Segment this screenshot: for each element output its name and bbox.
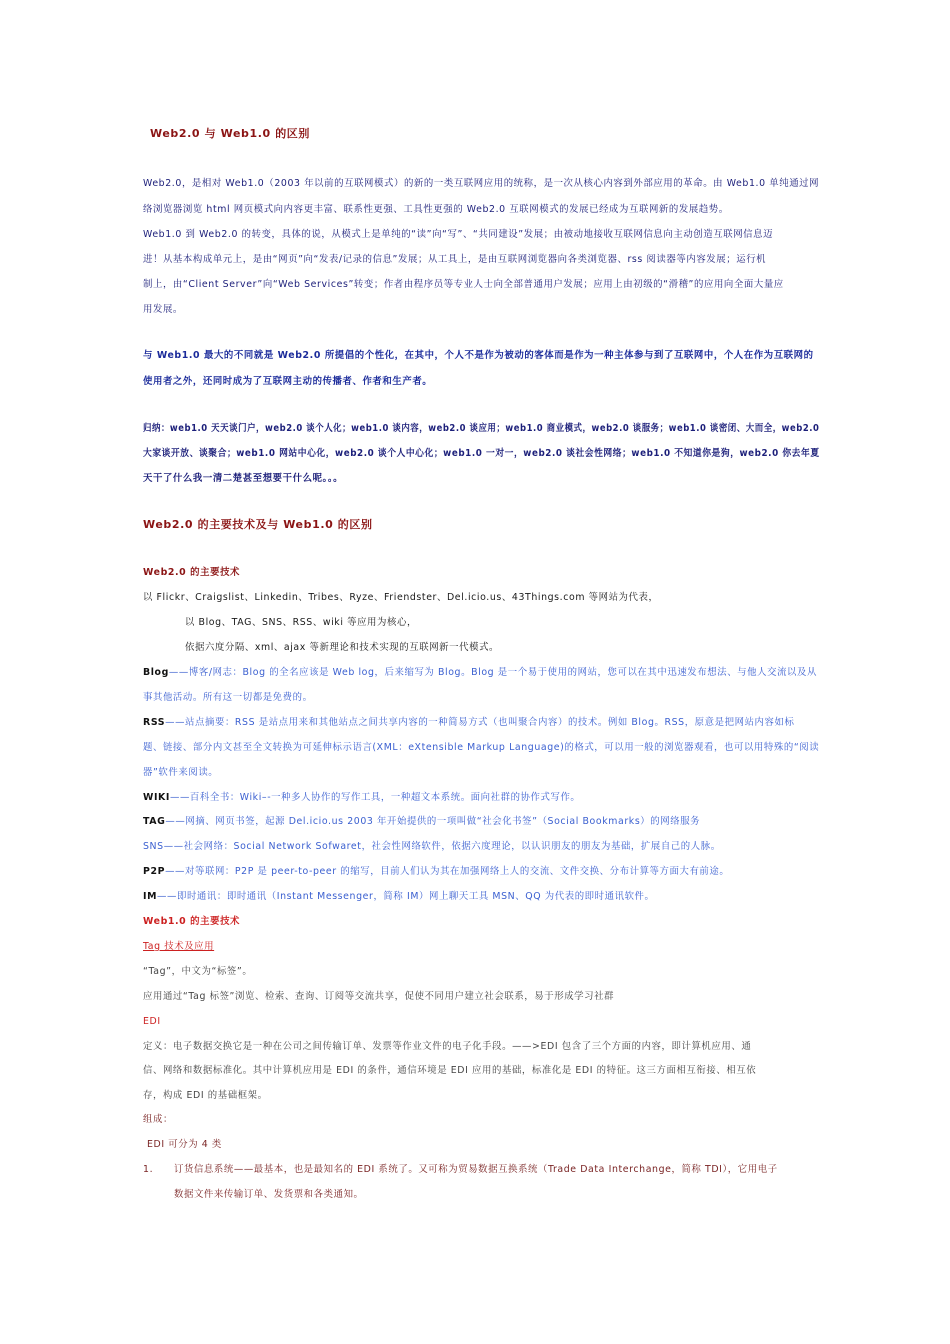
summary-line: 归纳：web1.0 天天谈门户，web2.0 谈个人化；web1.0 谈内容，web2.0 谈应用；web1.0 商业模式，web2.0 谈服务；web1.0 谈密闭、大而全，web2.0 xyxy=(143,423,820,434)
tag-line: “Tag”，中文为“标签”。 xyxy=(143,966,253,977)
intro-line: Web1.0 到 Web2.0 的转变，具体的说，从模式上是单纯的“读”向“写”、“共同建设”发展；由被动地接收互联网信息向主动创造互联网信息迈 xyxy=(143,229,774,240)
tech-item-text: ——网摘、网页书签，起源 Del.icio.us 2003 年开始提供的一项叫做“社会化书签”（Social Bookmarks）的网络服务 xyxy=(165,816,701,827)
edi-list-text: 订货信息系统——最基本，也是最知名的 EDI 系统了。又可称为贸易数据互换系统（Trade Data Interchange，简称 TDI），它用电子 xyxy=(174,1164,778,1175)
web2-line: 以 Flickr、Craigslist、Linkedin、Tribes、Ryze、Friendster、Del.icio.us、43Things.com 等网站为代表， xyxy=(143,592,659,603)
edi-title: EDI xyxy=(143,1016,161,1027)
tech-item-label: WIKI xyxy=(143,792,170,803)
tech-item-text: ——对等联网：P2P 是 peer-to-peer 的缩写，目前人们认为其在加强网络上人的交流、文件交换、分布计算等方面大有前途。 xyxy=(165,866,730,877)
personalization-line: 使用者之外，还同时成为了互联网主动的传播者、作者和生产者。 xyxy=(143,376,433,387)
tech-item-text: ——站点摘要：RSS 是站点用来和其他站点之间共享内容的一种简易方式（也叫聚合内容）的技术。例如 Blog。RSS，原意是把网站内容如标 xyxy=(165,717,795,728)
tech-item-text: ——百科全书：Wiki–-一种多人协作的写作工具，一种超文本系统。面向社群的协作式写作。 xyxy=(169,792,581,803)
section-title: Web2.0 的主要技术及与 Web1.0 的区别 xyxy=(143,518,373,531)
summary-line: 天干了什么我一清二楚甚至想要干什么呢。。。 xyxy=(143,473,344,484)
edi-def-line: 定义：电子数据交换它是一种在公司之间传输订单、发票等作业文件的电子化手段。——>EDI 包含了三个方面的内容，即计算机应用、通 xyxy=(143,1041,752,1052)
tech-item-p2p xyxy=(143,865,729,879)
tech-item-label: Blog xyxy=(143,667,169,678)
summary-line: 大家谈开放、谈聚合；web1.0 网站中心化，web2.0 谈个人中心化；web1.0 一对一，web2.0 谈社会性网络；web1.0 不知道你是狗，web2.0 你去年夏 xyxy=(143,448,820,459)
tech-item-text: 器”软件来阅读。 xyxy=(143,767,219,778)
edi-def-line: 信、网络和数据标准化。其中计算机应用是 EDI 的条件，通信环境是 EDI 应用的基础，标准化是 EDI 的特征。这三方面相互衔接、相互依 xyxy=(143,1065,757,1076)
tech-item-im xyxy=(143,890,655,904)
tech-item-label: RSS xyxy=(143,717,166,728)
tech-item-text: 事其他活动。所有这一切都是免费的。 xyxy=(143,692,313,703)
doc-title: Web2.0 与 Web1.0 的区别 xyxy=(150,127,311,140)
tech-item-wiki xyxy=(143,791,580,805)
tag-line: 应用通过“Tag 标签”浏览、检索、查询、订阅等交流共享，促使不同用户建立社会联系，易于形成学习社群 xyxy=(143,991,615,1002)
tech-item-text: ——博客/网志：Blog 的全名应该是 Web log，后来缩写为 Blog。Blog 是一个易于使用的网站，您可以在其中迅速发布想法、与他人交流以及从 xyxy=(168,667,817,678)
edi-list-number: 1. xyxy=(143,1164,154,1175)
tech-item-label: IM xyxy=(143,891,158,902)
web2-line: 以 Blog、TAG、SNS、RSS、wiki 等应用为核心， xyxy=(185,617,417,628)
edi-def-line: 存，构成 EDI 的基础框架。 xyxy=(143,1090,268,1101)
tech-item-sns xyxy=(143,840,721,854)
tech-item-text: 题、链接、部分内文甚至全文转换为可延伸标示语言(XML：eXtensible Markup Language)的格式，可以用一般的浏览器观看，也可以用特殊的“阅读 xyxy=(143,742,820,753)
tech-item-label: TAG xyxy=(143,816,166,827)
intro-line: 络浏览器浏览 html 网页模式向内容更丰富、联系性更强、工具性更强的 Web2.0 互联网模式的发展已经成为互联网新的发展趋势。 xyxy=(143,204,729,215)
edi-list-text: 数据文件来传输订单、发货票和各类通知。 xyxy=(174,1189,364,1200)
web2-line: 依据六度分隔、xml、ajax 等新理论和技术实现的互联网新一代模式。 xyxy=(185,642,500,653)
tag-app-title: Tag 技术及应用 xyxy=(143,941,215,952)
web2-tech-title: Web2.0 的主要技术 xyxy=(143,567,241,578)
tech-item-text: ——社会网络：Social Network Sofwaret，社会性网络软件，依据六度理论，以认识朋友的朋友为基础，扩展自己的人脉。 xyxy=(163,841,721,852)
edi-types-label: 组成： xyxy=(143,1114,173,1125)
tech-item-blog xyxy=(143,666,817,680)
intro-line: Web2.0，是相对 Web1.0（2003 年以前的互联网模式）的新的一类互联网应用的统称，是一次从核心内容到外部应用的革命。由 Web1.0 单纯通过网 xyxy=(143,178,820,189)
intro-line: 制上，由“Client Server”向“Web Services”转变；作者由程序员等专业人士向全部普通用户发展；应用上由初级的“滑稽”的应用向全面大量应 xyxy=(143,279,784,290)
edi-types-count: EDI 可分为 4 类 xyxy=(147,1139,222,1150)
personalization-line: 与 Web1.0 最大的不同就是 Web2.0 所提倡的个性化，在其中，个人不是作为被动的客体而是作为一种主体参与到了互联网中，个人在作为互联网的 xyxy=(143,350,814,361)
tech-item-text: ——即时通讯：即时通讯（Instant Messenger，简称 IM）网上聊天工具 MSN、QQ 为代表的即时通讯软件。 xyxy=(157,891,655,902)
tech-item-tag xyxy=(143,815,700,829)
intro-line: 进！从基本构成单元上，是由“网页”向“发表/记录的信息”发展；从工具上，是由互联网浏览器向各类浏览器、rss 阅读器等内容发展；运行机 xyxy=(143,254,767,265)
intro-line: 用发展。 xyxy=(143,304,183,315)
tech-item-label: SNS xyxy=(143,841,164,852)
tech-item-rss xyxy=(143,716,794,730)
web1-tech-title: Web1.0 的主要技术 xyxy=(143,916,241,927)
tech-item-label: P2P xyxy=(143,866,166,877)
